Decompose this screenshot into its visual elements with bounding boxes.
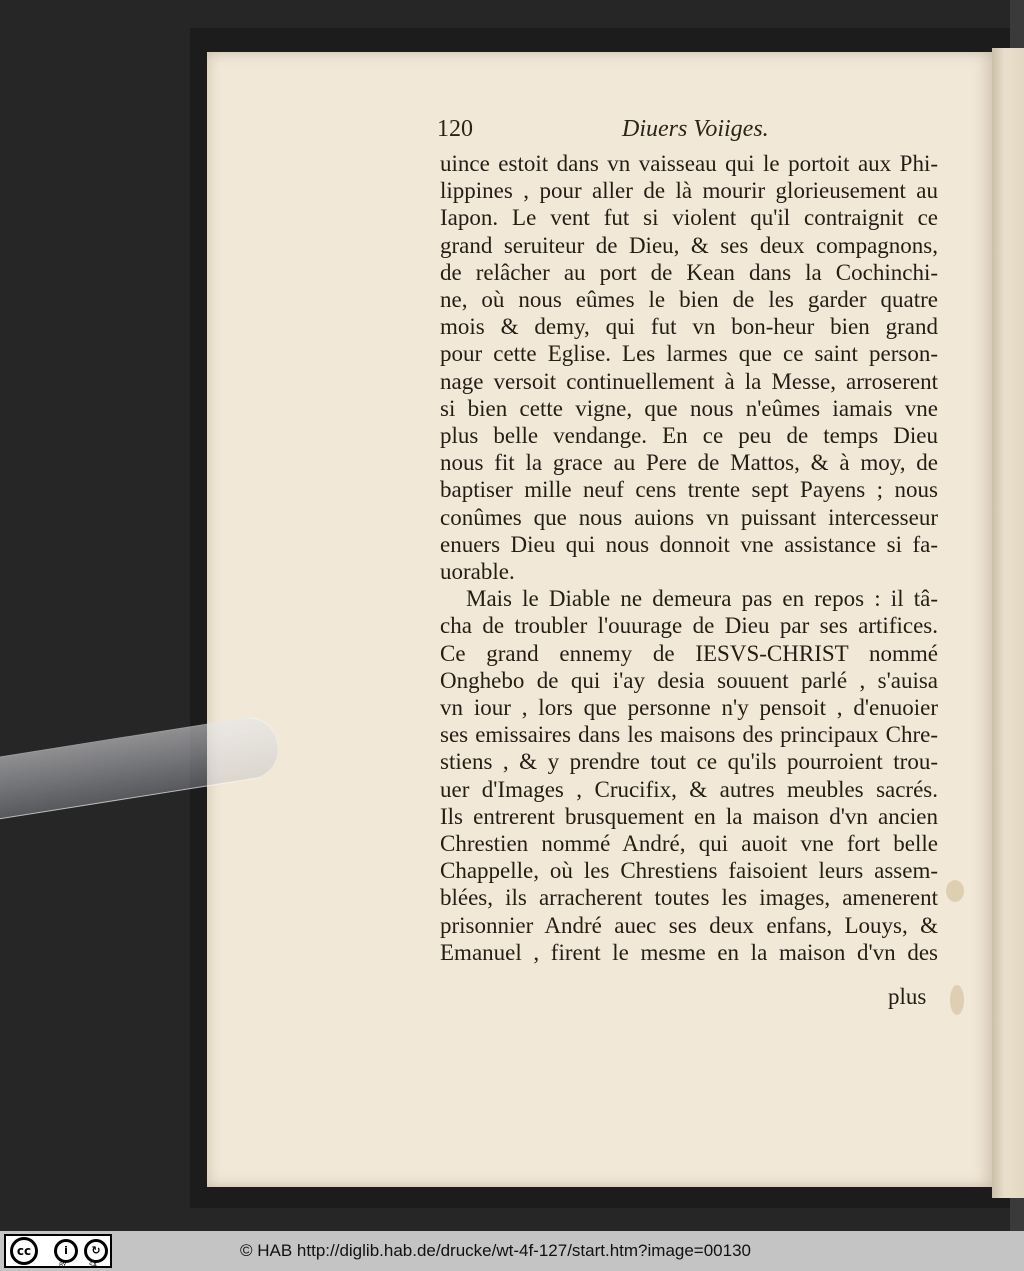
page-number: 120 (437, 116, 473, 142)
page-header (437, 116, 957, 150)
text-line: Emanuel , firent le mesme en la maison d'vn des (440, 939, 938, 965)
text-line: Onghebo de qui i'ay desia souuent parlé , s'auisa (440, 667, 938, 693)
body-text (440, 150, 938, 966)
text-line: prisonnier André auec ses deux enfans, Louys, & (440, 912, 938, 938)
facing-page-edge (992, 48, 1024, 1198)
sa-label: SA (89, 1262, 98, 1269)
text-line: conûmes que nous auions vn puissant intercesseur (440, 504, 938, 530)
text-line: nous fit la grace au Pere de Mattos, & à moy, de (440, 450, 938, 476)
text-line: plus belle vendange. En ce peu de temps Dieu (440, 423, 938, 449)
text-line: blées, ils arracherent toutes les images, amenerent (440, 885, 938, 911)
text-line: Chrestien nommé André, qui auoit vne fort belle (440, 831, 938, 857)
footer-bar (0, 1231, 1024, 1271)
cc-license-badge[interactable] (4, 1234, 112, 1268)
paper-stain (946, 880, 964, 902)
text-line: vn iour , lors que personne n'y pensoit , d'enuoier (440, 695, 938, 721)
text-line: Chappelle, où les Chrestiens faisoient leurs assem- (440, 858, 938, 884)
text-line: lippines , pour aller de là mourir glorieusement au (440, 178, 938, 204)
paper-stain (950, 985, 964, 1015)
text-line: Iapon. Le vent fut si violent qu'il contraignit ce (440, 205, 938, 231)
text-line: uince estoit dans vn vaisseau qui le portoit aux Phi- (440, 151, 938, 176)
by-label: BY (59, 1262, 67, 1269)
text-line: pour cette Eglise. Les larmes que ce saint person- (440, 341, 938, 367)
text-line: uer d'Images , Crucifix, & autres meubles sacrés. (440, 776, 938, 802)
by-icon: i (54, 1239, 78, 1263)
credit-link[interactable]: © HAB http://diglib.hab.de/drucke/wt-4f-127/start.htm?image=00130 (240, 1241, 752, 1260)
catchword: plus (888, 984, 927, 1009)
sa-icon: ↻ (84, 1239, 108, 1263)
text-line: de relâcher au port de Kean dans la Cochinchi- (440, 259, 938, 285)
cc-icon: cc (10, 1237, 38, 1265)
text-line: ses emissaires dans les maisons des principaux Chre- (440, 722, 938, 748)
text-line: nage versoit continuellement à la Messe, arroserent (440, 368, 938, 394)
text-line: stiens , & y prendre tout ce qu'ils pourroient trou- (440, 749, 938, 775)
text-line: grand seruiteur de Dieu, & ses deux compagnons, (440, 232, 938, 258)
text-line: ne, où nous eûmes le bien de les garder quatre (440, 287, 938, 313)
text-line: cha de troubler l'ouurage de Dieu par ses artifices. (440, 613, 938, 639)
text-line: uorable. (440, 559, 515, 585)
text-line: si bien cette vigne, que nous n'eûmes iamais vne (440, 395, 938, 421)
text-line: baptiser mille neuf cens trente sept Payens ; nous (440, 477, 938, 503)
text-line: Mais le Diable ne demeura pas en repos : il tâ- (466, 586, 938, 612)
text-line: enuers Dieu qui nous donnoit vne assistance si fa- (440, 531, 938, 557)
text-line: mois & demy, qui fut vn bon-heur bien grand (440, 314, 938, 340)
running-title: Diuers Voiiges. (622, 116, 769, 142)
text-line: Ce grand ennemy de IESVS-CHRIST nommé (440, 640, 938, 666)
text-line: Ils entrerent brusquement en la maison d'vn ancien (440, 803, 938, 829)
